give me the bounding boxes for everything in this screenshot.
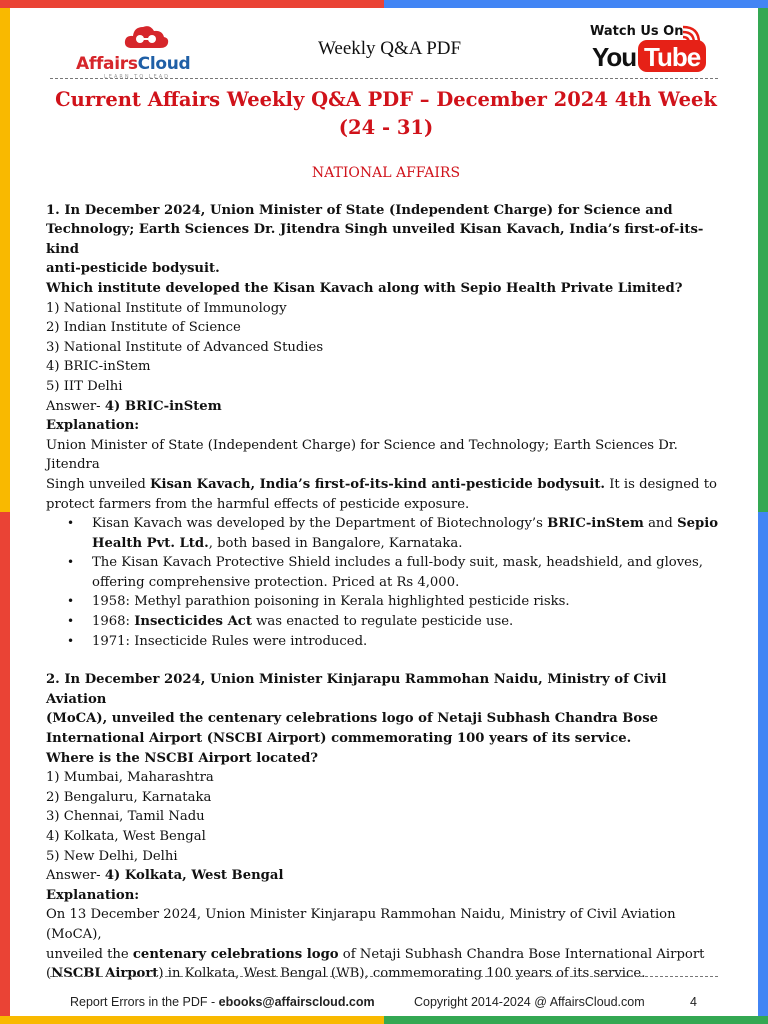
option: 3) National Institute of Advanced Studies [46,339,324,355]
page-content [46,86,726,984]
footer-divider [50,976,718,977]
answer-value: 4) Kolkata, West Bengal [104,868,284,884]
bullet-item: • 1971: Insecticide Rules were introduced. [92,632,726,652]
answer-line: Answer- 4) BRIC-inStem [46,398,222,414]
page-sheet [10,8,758,1016]
answer-line: Answer- 4) Kolkata, West Bengal [46,868,284,884]
bullet-item: • Kisan Kavach was developed by the Department of Biotechnology’s BRIC-inStem and Sepio Health Pvt. Ltd., both based in Bangalore, Karnataka. [92,514,726,553]
question-block-1 [46,201,726,652]
option: 4) Kolkata, West Bengal [46,829,206,844]
cloud-icon [122,22,170,50]
explanation-label: Explanation: [46,418,140,434]
border-left [0,0,10,1024]
section-heading: NATIONAL AFFAIRS [311,165,461,181]
report-errors-text: Report Errors in the PDF - ebooks@affairscloud.com [70,995,375,1009]
youtube-watch-text: Watch Us On [590,24,684,39]
option: 1) National Institute of Immunology [46,300,287,316]
question-stem: 2. In December 2024, Union Minister Kinjarapu Rammohan Naidu, Ministry of Civil Aviation (MoCA), unveiled the centenary celebrations logo of Netaji Subhash Chandra Bose International Airport (NSCBI Airport) commemorating 100 years of its service. Where is the NSCBI Airport located? [46,672,667,766]
option: 2) Indian Institute of Science [46,320,241,336]
youtube-badge[interactable] [582,22,702,78]
logo-wordmark: AffairsCloud [76,54,191,74]
border-bottom [0,1016,768,1024]
explanation-text: On 13 December 2024, Union Minister Kinjarapu Rammohan Naidu, Ministry of Civil Aviation (MoCA), unveiled the centenary celebrations logo of Netaji Subhash Chandra Bose International Airport (NSCBI Airport) in Kolkata, West Bengal (WB), commemorating 100 years of its service. [46,907,705,982]
copyright-text: Copyright 2014-2024 @ AffairsCloud.com [414,995,645,1009]
document-title: Current Affairs Weekly Q&A PDF – December 2024 4th Week (24 - 31) [55,88,717,139]
option: 4) BRIC-inStem [46,359,151,375]
youtube-logo-tube: Tube [638,40,706,72]
bullet-item: • 1958: Methyl parathion poisoning in Kerala highlighted pesticide risks. [92,592,726,612]
border-top [0,0,768,8]
explanation-bullets [46,514,726,651]
bullet-item: • The Kisan Kavach Protective Shield includes a full-body suit, mask, headshield, and gloves, offering comprehensive protection. Priced at Rs 4,000. [92,553,726,592]
option: 2) Bengaluru, Karnataka [46,789,212,805]
logo-tagline: LEARN TO LEAD [104,74,170,80]
answer-value: 4) BRIC-inStem [104,398,222,414]
header-divider [50,78,718,79]
page-number: 4 [690,995,697,1009]
page-footer [10,986,758,1016]
explanation-text: Union Minister of State (Independent Charge) for Science and Technology; Earth Sciences Dr. Jitendra Singh unveiled Kisan Kavach, India’s first-of-its-kind anti-pesticide bodysuit. It is designed to protect farmers from the harmful effects of pesticide exposure. [46,437,717,512]
spacer [46,651,726,670]
option: 5) IIT Delhi [46,378,123,394]
affairscloud-logo[interactable] [76,20,236,80]
option: 3) Chennai, Tamil Nadu [46,809,205,825]
bullet-item: • 1968: Insecticides Act was enacted to regulate pesticide use. [92,612,726,632]
header-title: Weekly Q&A PDF [318,38,462,59]
explanation-label: Explanation: [46,887,140,903]
page-header [10,8,758,84]
question-block-2 [46,670,726,984]
email-link[interactable]: ebooks@affairscloud.com [218,995,375,1009]
border-right [758,0,768,1024]
youtube-logo-you: You [592,42,637,72]
option: 1) Mumbai, Maharashtra [46,770,214,786]
question-stem: 1. In December 2024, Union Minister of State (Independent Charge) for Science and Technology; Earth Sciences Dr. Jitendra Singh unveiled Kisan Kavach, India’s first-of-its-kind anti-pesticide bodysuit. Which institute developed the Kisan Kavach along with Sepio Health Private Limited? [46,202,704,296]
option: 5) New Delhi, Delhi [46,848,178,864]
